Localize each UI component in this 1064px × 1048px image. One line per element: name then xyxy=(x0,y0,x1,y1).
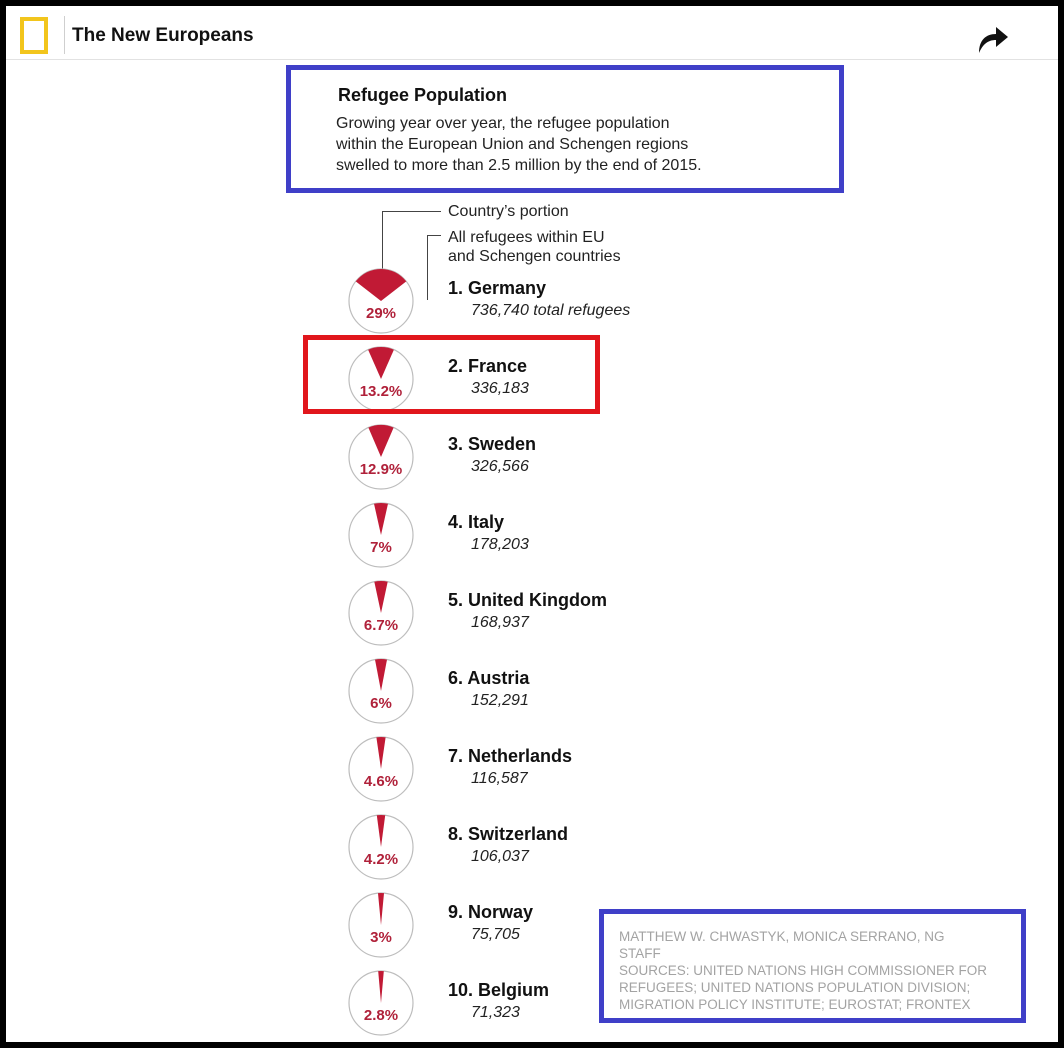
country-name: 1. Germany xyxy=(448,278,547,298)
legend-total-line: and Schengen countries xyxy=(448,248,621,265)
pie-chart xyxy=(346,812,416,882)
country-name: 10. Belgium xyxy=(448,980,550,1000)
pie-percent-label: 6% xyxy=(370,695,392,712)
country-name: 7. Netherlands xyxy=(448,746,573,766)
legend-leader-portion-horizontal xyxy=(382,211,441,212)
header-divider xyxy=(64,16,65,54)
pie-chart xyxy=(346,422,416,492)
pie-chart xyxy=(346,266,416,336)
pie-percent-label: 7% xyxy=(370,539,392,556)
page-frame xyxy=(6,6,1058,1042)
country-refugee-count: 116,587 xyxy=(471,770,528,787)
intro-box xyxy=(286,65,844,193)
credits-line: MIGRATION POLICY INSTITUTE; EUROSTAT; FRONTEX xyxy=(619,997,971,1012)
pie-percent-label: 29% xyxy=(365,305,397,322)
country-name: 9. Norway xyxy=(448,902,534,922)
credits-line: REFUGEES; UNITED NATIONS POPULATION DIVISION; xyxy=(619,980,971,995)
country-refugee-count: 168,937 xyxy=(471,614,529,631)
country-refugee-count: 71,323 xyxy=(471,1004,520,1021)
country-refugee-count: 152,291 xyxy=(471,692,529,709)
pie-percent-label: 3% xyxy=(370,929,392,946)
intro-line: within the European Union and Schengen regions xyxy=(336,136,689,153)
country-row xyxy=(346,578,676,648)
share-arrow-icon[interactable] xyxy=(975,22,1011,58)
credits-text xyxy=(619,928,1019,1013)
country-row xyxy=(346,266,676,336)
pie-percent-label: 6.7% xyxy=(363,617,399,634)
country-name: 5. United Kingdom xyxy=(448,590,607,610)
country-refugee-count: 106,037 xyxy=(471,848,529,865)
intro-line: swelled to more than 2.5 million by the end of 2015. xyxy=(336,157,702,174)
app-header xyxy=(6,6,1058,60)
pie-chart xyxy=(346,968,416,1038)
pie-percent-label: 13.2% xyxy=(359,383,403,400)
pie-percent-label: 4.2% xyxy=(363,851,399,868)
country-name: 8. Switzerland xyxy=(448,824,569,844)
country-refugee-count: 75,705 xyxy=(471,926,520,943)
intro-text xyxy=(336,113,806,176)
nat-geo-logo-icon[interactable] xyxy=(20,17,48,54)
credits-line: STAFF xyxy=(619,946,661,961)
pie-percent-label: 4.6% xyxy=(363,773,399,790)
credits-line: SOURCES: UNITED NATIONS HIGH COMMISSIONER FOR xyxy=(619,963,988,978)
credits-box xyxy=(599,909,1026,1023)
country-name: 6. Austria xyxy=(448,668,530,688)
credits-line: MATTHEW W. CHWASTYK, MONICA SERRANO, NG xyxy=(619,929,945,944)
pie-chart xyxy=(346,734,416,804)
pie-chart xyxy=(346,500,416,570)
intro-title: Refugee Population xyxy=(338,85,508,105)
country-refugee-count: 336,183 xyxy=(471,380,529,397)
pie-chart xyxy=(346,890,416,960)
legend-total-label xyxy=(448,228,621,266)
intro-line: Growing year over year, the refugee population xyxy=(336,115,670,132)
highlight-box-france xyxy=(303,335,600,414)
country-row xyxy=(346,812,676,882)
country-row xyxy=(346,500,676,570)
country-refugee-count: 326,566 xyxy=(471,458,529,475)
legend-total-line: All refugees within EU xyxy=(448,229,605,246)
pie-chart xyxy=(346,578,416,648)
country-name: 4. Italy xyxy=(448,512,505,532)
country-refugee-count: 178,203 xyxy=(471,536,529,553)
pie-percent-label: 12.9% xyxy=(359,461,403,478)
country-name: 3. Sweden xyxy=(448,434,537,454)
country-row xyxy=(346,734,676,804)
header-title: The New Europeans xyxy=(72,25,254,46)
country-row xyxy=(346,656,676,726)
pie-chart xyxy=(346,656,416,726)
country-refugee-count: 736,740 total refugees xyxy=(471,302,631,319)
country-name: 2. France xyxy=(448,356,528,376)
country-row xyxy=(346,422,676,492)
legend-portion-label: Country’s portion xyxy=(448,203,569,220)
pie-percent-label: 2.8% xyxy=(363,1007,399,1024)
legend-leader-total-horizontal xyxy=(427,235,441,236)
